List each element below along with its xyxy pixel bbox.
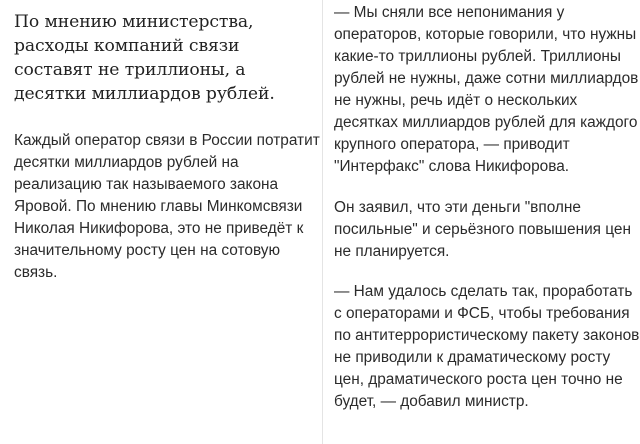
quote-paragraph-2: — Нам удалось сделать так, проработать с операторами и ФСБ, чтобы требования по антитеррористическому пакету законов не приводили к драматическому росту цен, драматического роста цен точно не будет, — добавил министр. [334, 283, 640, 410]
right-column [322, 0, 640, 444]
article-paragraph: Каждый оператор связи в России потратит десятки миллиардов рублей на реализацию так называемого закона Яровой. По мнению главы Минкомсвязи Николая Никифорова, это не приведёт к значительному росту цен на сотовую связь. [14, 132, 320, 281]
statement-paragraph: Он заявил, что эти деньги "вполне посильные" и серьёзного повышения цен не планируется. [334, 199, 631, 260]
quote-paragraph-1: — Мы сняли все непонимания у операторов, которые говорили, что нужны какие-то триллионы рублей. Триллионы рублей не нужны, даже сотни миллиардов не нужны, речь идёт о нескольких десятках миллиардов рублей для каждого крупного оператора, — приводит "Интерфакс" слова Никифорова. [334, 4, 639, 175]
article-lead: По мнению министерства, расходы компаний связи составят не триллионы, а десятки миллиардов рублей. [14, 12, 275, 104]
